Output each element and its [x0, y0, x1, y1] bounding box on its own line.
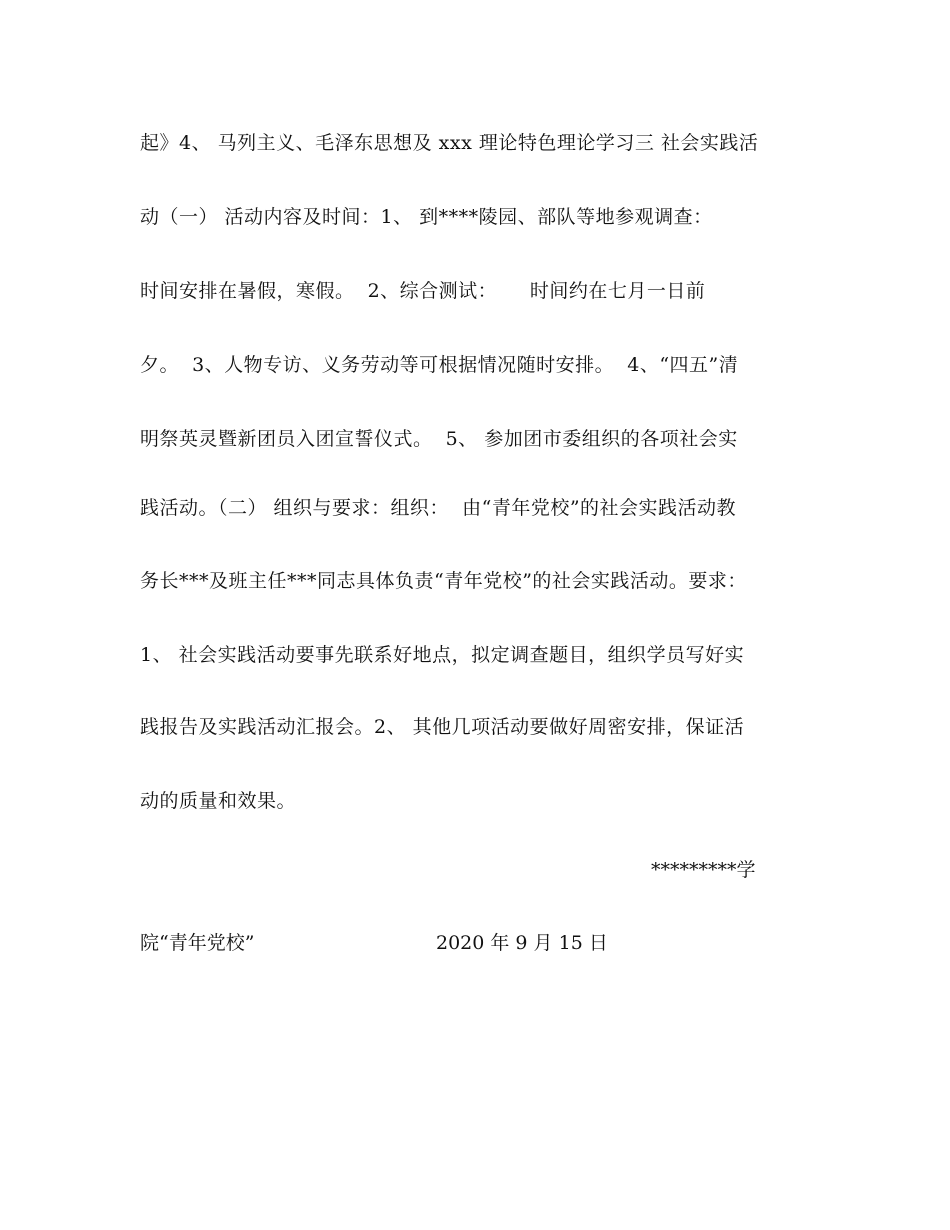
signature-line-1: *********学 [651, 859, 756, 881]
body-text-line: 践报告及实践活动汇报会。2、 其他几项活动要做好周密安排，保证活 [140, 716, 745, 738]
body-text-line: 夕。 3、人物专访、义务劳动等可根据情况随时安排。 4、“四五”清 [140, 354, 739, 376]
body-text-line: 1、 社会实践活动要事先联系好地点，拟定调查题目，组织学员写好实 [140, 644, 745, 666]
body-text-line: 明祭英灵暨新团员入团宣誓仪式。 5、 参加团市委组织的各项社会实 [140, 428, 738, 450]
body-text-line: 起》4、 马列主义、毛泽东思想及 xxx 理论特色理论学习三 社会实践活 [140, 132, 759, 154]
body-text-line: 动（一） 活动内容及时间：1、 到****陵园、部队等地参观调查： [140, 206, 713, 228]
body-text-line: 时间安排在暑假，寒假。 2、综合测试： 时间约在七月一日前 [140, 280, 706, 302]
signature-line-2: 院“青年党校” [140, 932, 255, 954]
body-text-line: 务长***及班主任***同志具体负责“青年党校”的社会实践活动。要求： [140, 570, 747, 592]
body-text-line: 动的质量和效果。 [140, 790, 297, 812]
body-text-line: 践活动。（二） 组织与要求：组织： 由“青年党校”的社会实践活动教 [140, 497, 737, 519]
signature-date: 2020 年 9 月 15 日 [436, 932, 608, 954]
